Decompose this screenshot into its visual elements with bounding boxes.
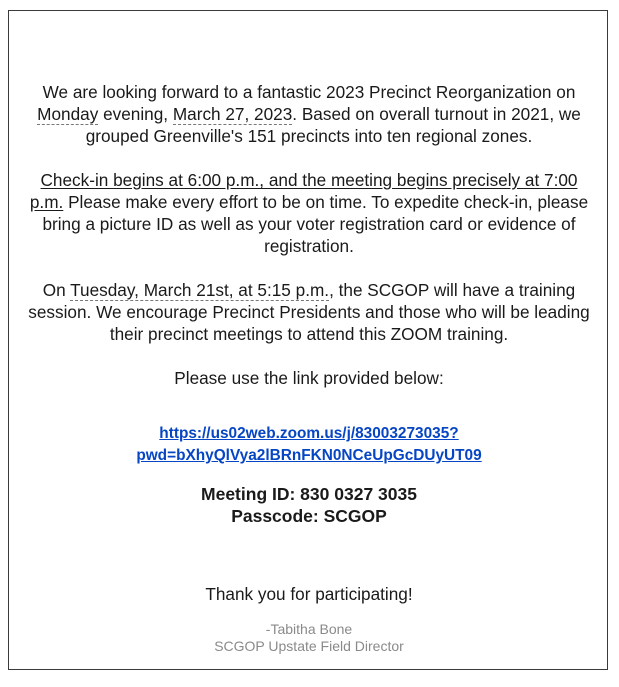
training-text-2: , the SCGOP will have a training session. We encourage Precinct Presidents and those who will be leading their precinct meetings to attend this ZOOM training.: [28, 280, 590, 344]
document-body: [23, 81, 595, 655]
signature-title: SCGOP Upstate Field Director: [214, 638, 404, 654]
signature: [23, 621, 595, 655]
intro-day: Monday: [37, 104, 99, 124]
intro-date: March 27, 2023: [172, 104, 293, 124]
intro-text-1: We are looking forward to a fantastic 2023 Precinct Reorganization on: [42, 82, 576, 102]
meeting-id: Meeting ID: 830 0327 3035: [201, 484, 417, 504]
document-frame: [8, 10, 608, 670]
thank-you-text: Thank you for participating!: [205, 584, 413, 604]
zoom-link-line-2[interactable]: pwd=bXhyQlVya2lBRnFKN0NCeUpGcDUyUT09: [136, 447, 482, 464]
zoom-link-line-1[interactable]: https://us02web.zoom.us/j/83003273035?: [159, 425, 459, 442]
training-datetime: Tuesday, March 21st, at 5:15 p.m.: [70, 280, 330, 300]
meeting-details: [23, 483, 595, 527]
training-text-1: On: [42, 280, 71, 300]
intro-text-2: evening,: [98, 104, 173, 124]
intro-paragraph: [23, 81, 595, 147]
zoom-meeting-link[interactable]: [136, 423, 481, 467]
signature-name: -Tabitha Bone: [265, 621, 353, 637]
meeting-passcode: Passcode: SCGOP: [231, 506, 387, 526]
link-prompt: Please use the link provided below:: [174, 368, 444, 388]
checkin-instructions: Please make every effort to be on time. To expedite check-in, please bring a picture ID as well as your voter registration card or evidence of registration.: [42, 192, 589, 256]
checkin-times: Check-in begins at 6:00 p.m., and the meeting begins precisely at 7:00 p.m.: [29, 170, 578, 212]
checkin-paragraph: [23, 169, 595, 257]
training-paragraph: [23, 279, 595, 345]
intro-text-3: . Based on overall turnout in 2021, we grouped Greenville's 151 precincts into ten regional zones.: [85, 104, 581, 146]
zoom-link-block: [23, 423, 595, 467]
